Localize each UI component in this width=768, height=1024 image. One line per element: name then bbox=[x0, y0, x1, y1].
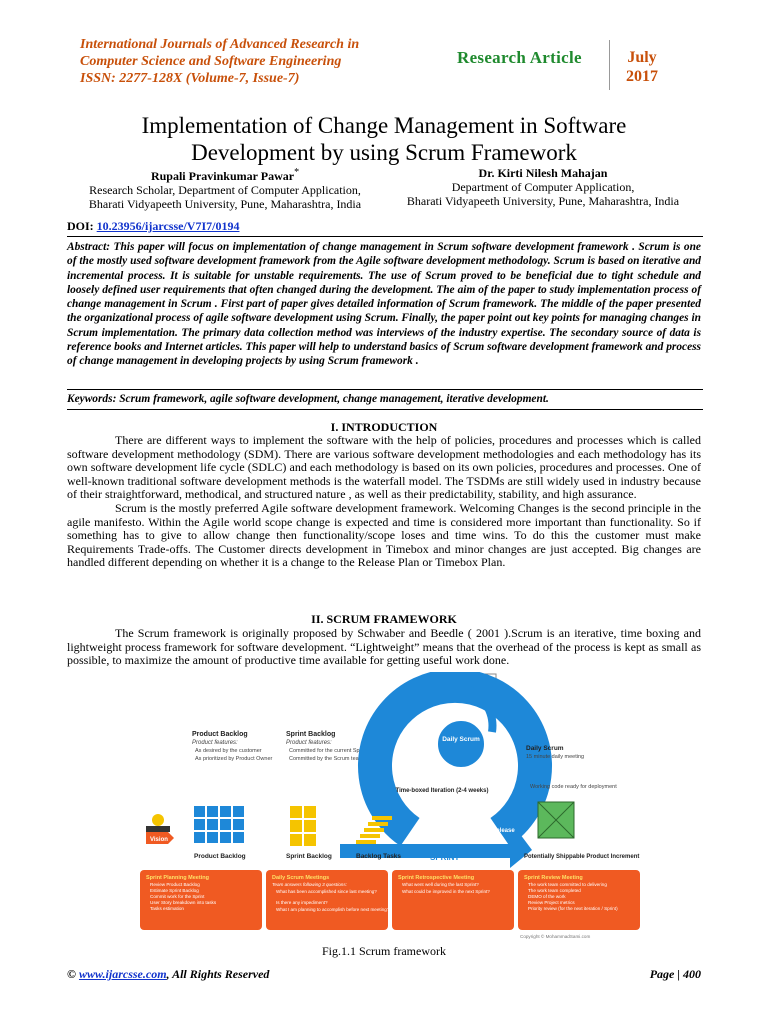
author-name-1: Rupali Pravinkumar Pawar bbox=[150, 169, 295, 183]
retro-item: What could be improved in the next Sprint? bbox=[402, 889, 490, 894]
sprint-caption: SPRINT bbox=[430, 853, 460, 862]
product-increment-icon bbox=[538, 802, 574, 838]
author-affil-2b: Bharati Vidyapeeth University, Pune, Maharashtra, India bbox=[406, 194, 680, 208]
article-type: Research Article bbox=[457, 48, 582, 67]
section-heading-scrum: II. SCRUM FRAMEWORK bbox=[311, 612, 457, 626]
meeting-title-review: Sprint Review Meeting bbox=[524, 875, 583, 881]
title-line-2: Development by using Scrum Framework bbox=[191, 140, 577, 165]
doi-label: DOI: bbox=[67, 219, 94, 233]
keywords: Keywords: Scrum framework, agile software development, change management, iterative development. bbox=[67, 393, 549, 405]
figure-caption: Fig.1.1 Scrum framework bbox=[322, 944, 446, 958]
daily-scrum-title: Daily Scrum bbox=[526, 745, 564, 752]
planning-item: User Story breakdown into tasks bbox=[150, 900, 217, 905]
footer-prefix: © bbox=[67, 967, 79, 981]
doi-line bbox=[67, 219, 239, 234]
pb-bullet-1: As desired by the customer bbox=[195, 748, 262, 754]
review-item: Priority review (for the next iteration / Sprint) bbox=[528, 906, 618, 911]
daily-item: What I am planning to accomplish before next meeting? bbox=[276, 907, 390, 912]
sprint-backlog-grid bbox=[290, 806, 316, 846]
daily-item: Is there any impediment? bbox=[276, 900, 328, 905]
scrum-framework-figure bbox=[140, 672, 640, 940]
issue-month: July bbox=[627, 49, 657, 66]
product-features-label: Product features: bbox=[192, 740, 238, 746]
pb-bullet-2: As prioritized by Product Owner bbox=[195, 756, 273, 762]
rule-top bbox=[67, 236, 703, 237]
pb-caption: Product Backlog bbox=[194, 853, 246, 860]
scrum-board-label: Scrum Board bbox=[468, 697, 501, 703]
section-heading-intro: I. INTRODUCTION bbox=[330, 420, 438, 434]
author-affil-1b: Bharati Vidyapeeth University, Pune, Maharashtra, India bbox=[88, 197, 362, 211]
header-divider bbox=[609, 40, 610, 90]
author-affil-2a: Department of Computer Application, bbox=[451, 180, 635, 194]
footer-copyright bbox=[67, 967, 269, 982]
issue-date bbox=[612, 48, 672, 86]
vision-label: Vision bbox=[150, 837, 168, 843]
planning-item: Estimate Sprint Backlog bbox=[150, 888, 199, 893]
doi-link[interactable]: 10.23956/ijarcsse/V7I7/0194 bbox=[96, 219, 240, 233]
paper-title bbox=[60, 112, 708, 166]
journal-line-1: International Journals of Advanced Research in bbox=[80, 37, 360, 52]
author-block-1 bbox=[60, 166, 390, 211]
daily-scrum-note: 15 minute daily meeting bbox=[526, 754, 585, 760]
journal-name bbox=[80, 36, 460, 87]
daily-item: What has been accomplished since last meeting? bbox=[276, 889, 377, 894]
meeting-title-daily: Daily Scrum Meetings bbox=[272, 875, 330, 881]
product-backlog-grid bbox=[194, 806, 244, 843]
scrum-body bbox=[67, 627, 701, 668]
timeboxed-label: Time-boxed Iteration (2-4 weeks) bbox=[395, 788, 489, 794]
product-backlog-title: Product Backlog bbox=[192, 731, 248, 738]
scrum-paragraph-1: The Scrum framework is originally proposed by Schwaber and Beedle ( 2001 ).Scrum is an iterative, time boxing and lightweight process framework for software development. “Lightweight” means that the overhead of the process is kept as small as possible, to maximize the amount of productive time available for getting useful work done. bbox=[67, 626, 701, 668]
sb-bullet-2: Committed by the Scrum team bbox=[289, 756, 364, 762]
review-item: DEMO of the work bbox=[528, 894, 566, 899]
abstract: Abstract: This paper will focus on implementation of change management in Scrum software development framework . Scrum is one of the mostly used software development framework from the Agile software development methodology. Scrum is based on iterative and incremental process. It is suitable for unstable requirements. The use of Scrum proved to be beneficial due to tight schedule and loosely defined user requirements that often changed during the development. The aim of the paper to study implementation process of change management in Scrum . First part of paper gives detailed information of Scrum framework. The middle of the paper presented the organizational process of agile software development using Scrum. Finally, the paper point out key points for managing changes in Scrum implementation. The primary data collection method was interviews of the industry expertise. The secondary source of data is reference books and Internet articles. This paper will help to understand basics of Scrum software development framework and process of change management in developing projects by using Scrum framework . bbox=[67, 241, 701, 368]
release-label: Release bbox=[492, 828, 515, 834]
psi-caption: Potentially Shippable Product Increment bbox=[524, 854, 640, 860]
sprint-backlog-title: Sprint Backlog bbox=[286, 731, 336, 738]
intro-paragraph-2: Scrum is the mostly preferred Agile software development framework. Welcoming Changes is the second principle in the agile manifesto. Within the Agile world scope change is expected and time is considered more important than functionality. So if something has to give to allow change then functionality/scope loses and time wins. To do this the customer must make Requirements Trade-offs. The Customer directs development in Timebox and minor changes are just accepted. Big changes are handled different depending on whether it is a change to the Release Plan or Timebox Plan. bbox=[67, 500, 701, 570]
journal-issn: ISSN: 2277-128X (Volume-7, Issue-7) bbox=[80, 71, 300, 86]
footer-suffix: , All Rights Reserved bbox=[166, 967, 270, 981]
author-block-2 bbox=[378, 166, 708, 208]
page-number: Page | 400 bbox=[649, 967, 701, 981]
review-item: The work team committed to delivering bbox=[528, 882, 607, 887]
footer-site-link[interactable]: www.ijarcsse.com bbox=[78, 967, 167, 981]
bt-caption: Backlog Tasks bbox=[356, 853, 402, 860]
rule-keywords bbox=[67, 409, 703, 410]
meeting-title-retro: Sprint Retrospective Meeting bbox=[398, 875, 475, 881]
issue-year: 2017 bbox=[626, 68, 658, 85]
daily-scrum-circle-label: Daily Scrum bbox=[442, 736, 480, 743]
author-affil-1a: Research Scholar, Department of Computer Application, bbox=[89, 183, 361, 197]
sb-caption: Sprint Backlog bbox=[286, 853, 332, 860]
meeting-title-planning: Sprint Planning Meeting bbox=[146, 875, 209, 881]
planning-item: Commit work for the Sprint bbox=[150, 894, 205, 899]
author-name-2: Dr. Kirti Nilesh Mahajan bbox=[478, 166, 608, 180]
figure-copyright: Copyright © MohammadSami.com bbox=[520, 934, 591, 939]
intro-paragraph-1: There are different ways to implement the software with the help of policies, procedures and processes which is called software development methodology (SDM). There are various software development methodologies and each methodology has its own software development life cycle (SDLC) and each methodology is based on its own policies, procedures and processes. One of well-known traditional software development methods is the waterfall model. The TSDMs are still widely used in industry because of their straightforward, methodical, and structured nature , as well as their predictability, stability, and high assurance. bbox=[67, 433, 701, 502]
journal-line-2: Computer Science and Software Engineering bbox=[80, 54, 342, 69]
daily-item: Team answers following 3 questions: bbox=[272, 882, 347, 887]
rule-abstract bbox=[67, 389, 703, 390]
review-item: The work team completed bbox=[528, 888, 581, 893]
title-line-1: Implementation of Change Management in Software bbox=[141, 113, 627, 138]
product-features-label-2: Product features: bbox=[286, 740, 332, 746]
sb-bullet-1: Committed for the current Sprint bbox=[289, 748, 368, 754]
review-item: Review Project metrics bbox=[528, 900, 575, 905]
planning-item: Review Product Backlog bbox=[150, 882, 200, 887]
burndown-label: Burndown Chart bbox=[436, 697, 476, 703]
planning-item: Tasks estimation bbox=[150, 906, 184, 911]
working-code-label: Working code ready for deployment bbox=[530, 784, 617, 790]
retro-item: What went well during the last Sprint? bbox=[402, 882, 479, 887]
scrum-diagram bbox=[140, 672, 640, 940]
intro-body bbox=[67, 434, 701, 570]
author-mark: * bbox=[294, 167, 300, 178]
